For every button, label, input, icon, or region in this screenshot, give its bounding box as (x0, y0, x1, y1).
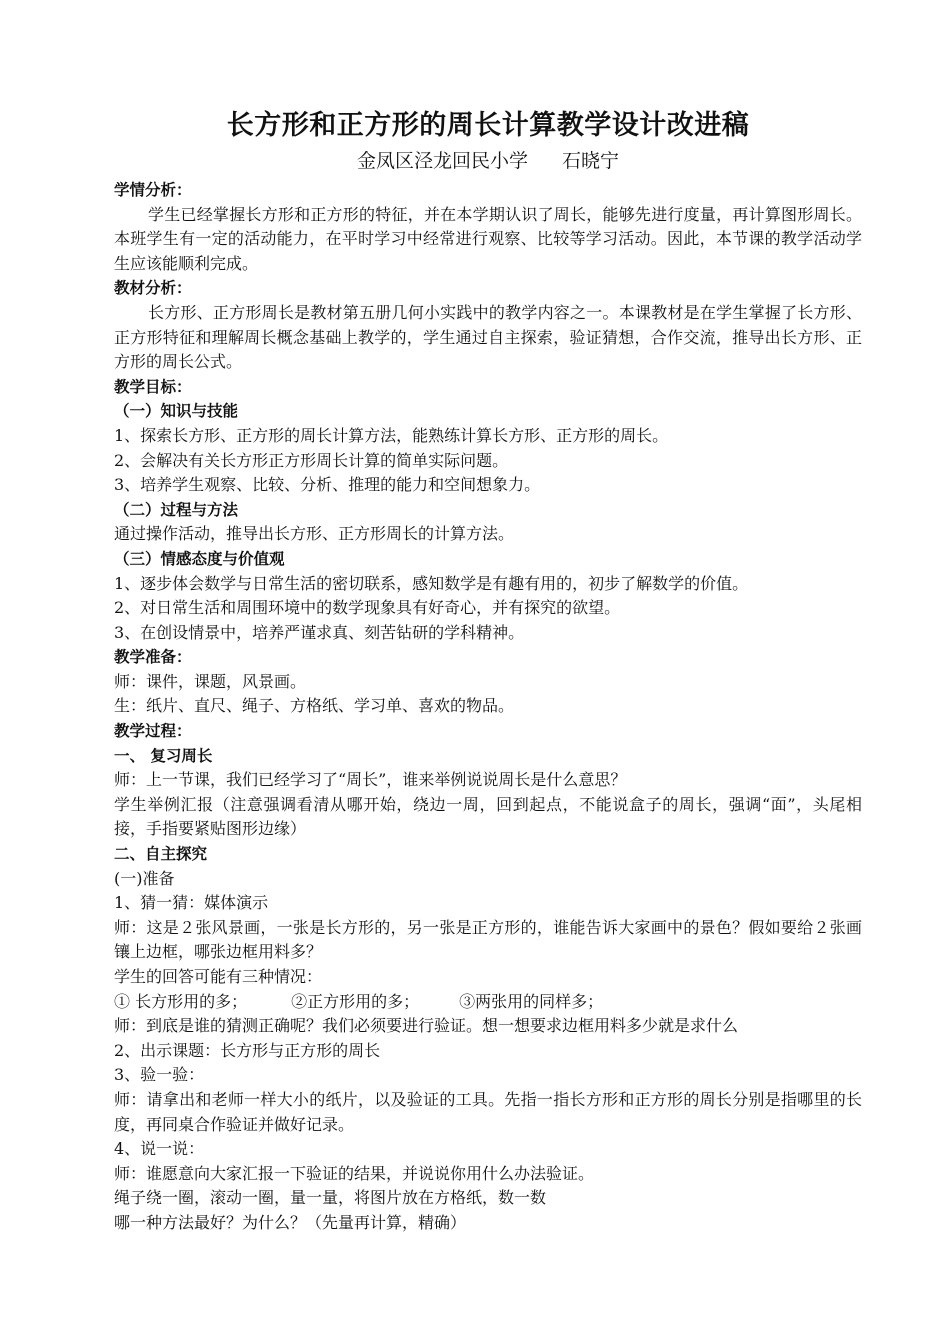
subheading-emotion: （三）情感态度与价值观 (114, 549, 285, 568)
option-1: ① 长方形用的多； (114, 991, 248, 1011)
step1-title: 1、猜一猜：媒体演示 (114, 893, 269, 913)
step2-title: 2、出示课题：长方形与正方形的周长 (114, 1040, 381, 1060)
step3-title: 3、验一验： (114, 1065, 205, 1085)
author-name: 石晓宁 (562, 150, 620, 172)
step1-teacher: 师：这是２张风景画，一张是长方形的，另一张是正方形的，谁能告诉大家画中的景色？假如要给２张画镶上边框，哪张边框用料多？ (114, 917, 862, 962)
heading-goals: 教学目标： (114, 377, 192, 396)
heading-teaching-process: 教学过程： (114, 722, 192, 741)
part2-sub1: (一)准备 (114, 868, 175, 888)
step3-teacher: 师：请拿出和老师一样大小的纸片，以及验证的工具。先指一指长方形和正方形的周长分别是指哪里的长度，再同桌合作验证并做好记录。 (114, 1089, 862, 1134)
heading-student-analysis: 学情分析： (114, 181, 192, 199)
document-page (114, 106, 862, 1236)
document-title: 长方形和正方形的周长计算教学设计改进稿 (226, 110, 750, 141)
knowledge-item: 3、培养学生观察、比较、分析、推理的能力和空间想象力。 (114, 475, 541, 495)
emotion-item: 3、在创设情景中，培养严谨求真、刻苦钻研的学科精神。 (114, 622, 525, 642)
part1-heading: 一、 复习周长 (114, 746, 213, 765)
material-analysis-paragraph: 长方形、正方形周长是教材第五册几何小实践中的教学内容之一。本课教材是在学生掌握了长方形、正方形特征和理解周长概念基础上教学的，学生通过自主探索，验证猜想，合作交流，推导出长方形、正方形的周长公式。 (114, 302, 862, 372)
subheading-knowledge: （一）知识与技能 (114, 402, 239, 421)
option-3: ③两张用的同样多； (459, 991, 604, 1011)
student-analysis-paragraph: 学生已经掌握长方形和正方形的特征，并在本学期认识了周长，能够先进行度量，再计算图形周长。本班学生有一定的活动能力，在平时学习中经常进行观察、比较等学习活动。因此，本节课的教学活动学生应该能顺利完成。 (114, 204, 862, 273)
school-name: 金凤区泾龙回民小学 (356, 150, 528, 172)
option-2: ②正方形用的多； (291, 991, 420, 1011)
step4-question: 哪一种方法最好？为什么？（先量再计算，精确） (114, 1212, 467, 1232)
step1-options (114, 990, 862, 1015)
preparation-student: 生：纸片、直尺、绳子、方格纸、学习单、喜欢的物品。 (114, 696, 515, 716)
emotion-item: 1、逐步体会数学与日常生活的密切联系，感知数学是有趣有用的，初步了解数学的价值。 (114, 573, 749, 593)
step4-teacher: 师：谁愿意向大家汇报一下验证的结果，并说说你用什么办法验证。 (114, 1163, 595, 1183)
step1-verify: 师：到底是谁的猜测正确呢？我们必须要进行验证。想一想要求边框用料多少就是求什么 (114, 1016, 739, 1036)
subheading-process-method: （二）过程与方法 (114, 500, 239, 519)
byline (114, 146, 862, 176)
part2-heading: 二、自主探究 (114, 845, 208, 864)
preparation-teacher: 师：课件，课题，风景画。 (114, 671, 307, 691)
part1-line: 师：上一节课，我们已经学习了“周长”，谁来举例说说周长是什么意思？ (114, 770, 627, 790)
heading-preparation: 教学准备： (114, 648, 192, 667)
part1-line: 学生举例汇报（注意强调看清从哪开始，绕边一周，回到起点，不能说盒子的周长，强调“面”，头尾相接，手指要紧贴图形边缘） (114, 794, 862, 839)
emotion-item: 2、对日常生活和周围环境中的数学现象具有好奇心，并有探究的欲望。 (114, 598, 621, 618)
heading-material-analysis: 教材分析： (114, 279, 192, 298)
process-method-item: 通过操作活动，推导出长方形、正方形周长的计算方法。 (114, 524, 515, 544)
knowledge-item: 1、探索长方形、正方形的周长计算方法，能熟练计算长方形、正方形的周长。 (114, 425, 669, 445)
knowledge-item: 2、会解决有关长方形正方形周长计算的简单实际问题。 (114, 450, 509, 470)
step4-methods: 绳子绕一圈，滚动一圈，量一量，将图片放在方格纸，数一数 (114, 1188, 547, 1208)
step4-title: 4、说一说： (114, 1139, 205, 1159)
step1-answers-intro: 学生的回答可能有三种情况： (114, 967, 323, 986)
